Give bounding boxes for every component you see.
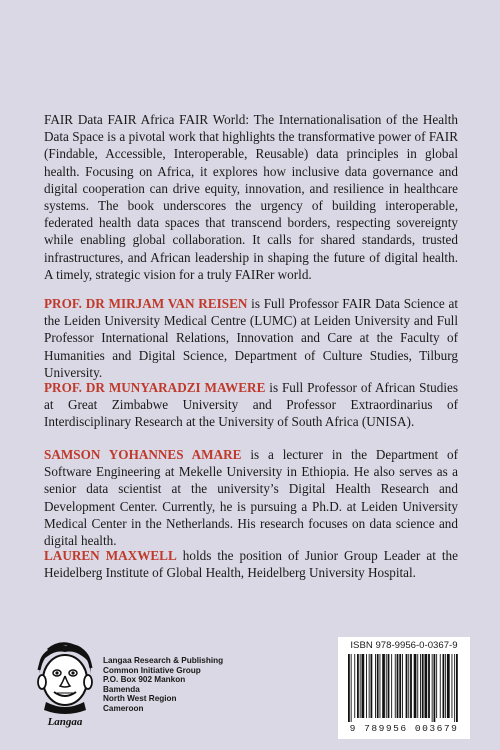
author-bio-text: is Full Professor FAIR Data Science at the Leiden University Medical Centre (LUMC) at Leiden University and Full Professor International Relations, Innovation and Care at the Faculty of Humanities and Digital Science, Department of Culture Studies, Tilburg University. [44,296,458,380]
author-name: PROF. DR MIRJAM VAN REISEN [44,296,248,311]
author-bio [44,379,458,431]
isbn-label: ISBN 978-9956-0-0367-9 [350,640,458,651]
barcode-bars [344,654,464,722]
barcode-digits: 9 789956 003679 [349,723,459,734]
author-bio [44,295,458,381]
author-bio-text: is Full Professor of African Studies at Great Zimbabwe University and Professor Extraordinarius of Interdisciplinary Research at the University of South Africa (UNISA). [44,380,458,430]
publisher-logo [30,640,100,728]
author-bio-text: is a lecturer in the Department of Software Engineering at Mekelle University in Ethiopia. He also serves as a senior data scientist at the university’s Digital Health Research and Development Center. Currently, he is pursuing a Ph.D. at Leiden University Medical Center in the Netherlands. His research focuses on data science and digital health. [44,447,459,549]
publisher-line: Cameroon [103,703,144,713]
author-name: SAMSON YOHANNES AMARE [44,447,242,462]
publisher-logo-word: Langaa [47,716,83,728]
publisher-line: P.O. Box 902 Mankon [103,675,186,685]
author-name: PROF. DR MUNYARADZI MAWERE [44,380,266,395]
publisher-address [103,656,223,714]
publisher-line: Langaa Research & Publishing [103,656,224,665]
author-bio-text: holds the position of Junior Group Leader at the Heidelberg Institute of Global Health, Heidelberg University Hospital. [44,548,458,581]
publisher-line: North West Region [103,694,177,704]
author-name: LAUREN MAXWELL [44,548,177,563]
author-bio [44,446,458,549]
isbn-barcode [338,637,470,739]
publisher-line: Common Initiative Group [103,665,201,675]
publisher-line: Bamenda [103,684,140,694]
author-bio [44,547,458,581]
book-description: FAIR Data FAIR Africa FAIR World: The Internationalisation of the Health Data Space is a pivotal work that highlights the transformative power of FAIR (Findable, Accessible, Interoperable, Reusable) data principles in global health. Focusing on Africa, it explores how inclusive data governance and digital cooperation can drive equity, innovation, and resilience in healthcare systems. The book underscores the urgency of building interoperable, federated health data spaces that transcend borders, respecting sovereignty while enabling global collaboration. It calls for shared standards, trusted infrastructures, and African leadership in shaping the future of digital health. A timely, strategic vision for a truly FAIRer world. [44,112,458,282]
